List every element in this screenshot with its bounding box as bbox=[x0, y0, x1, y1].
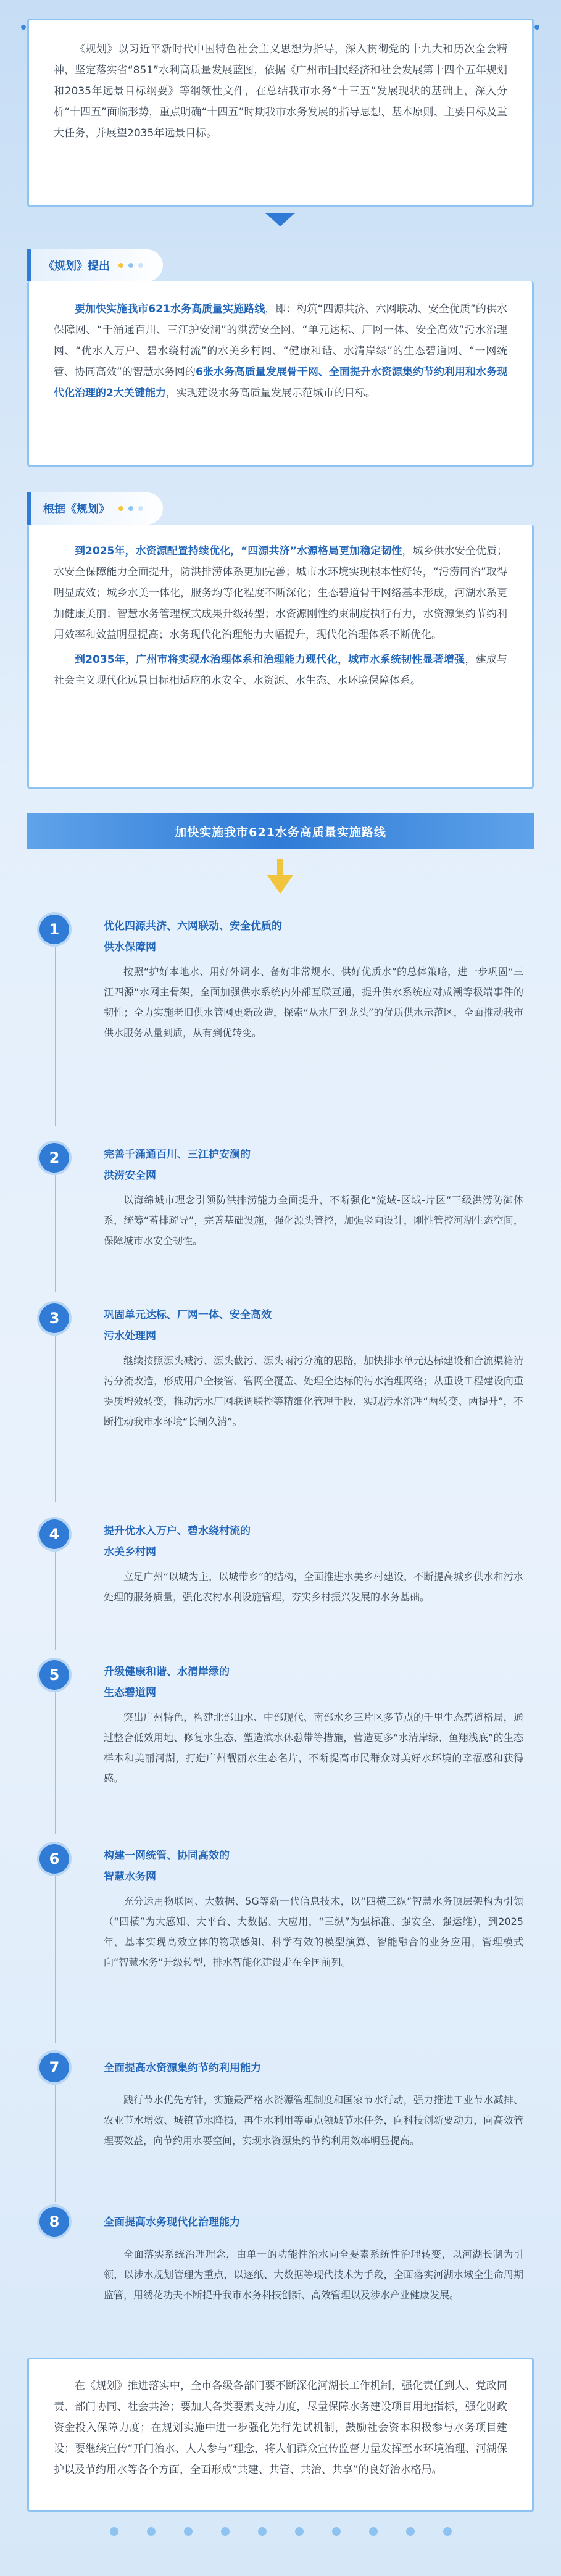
roadmap-banner: 加快实施我市621水务高质量实施路线 bbox=[27, 813, 534, 849]
section2-tab bbox=[27, 492, 163, 525]
item-title-line-1: 优化四源共济、六网联动、安全优质的 bbox=[104, 920, 282, 933]
footer-dots-icon bbox=[0, 2527, 561, 2536]
item-number-badge: 8 bbox=[39, 2207, 69, 2237]
corner-dot-left bbox=[21, 25, 26, 30]
section2-tab-label: 根据《规划》 bbox=[43, 503, 110, 516]
roadmap-item-1 bbox=[27, 915, 534, 1137]
timeline-line bbox=[55, 2085, 56, 2202]
roadmap-item-8 bbox=[27, 2207, 534, 2343]
section1-text bbox=[54, 299, 507, 404]
timeline-line bbox=[55, 1692, 56, 1834]
item-title-line-1: 巩固单元达标、厂网一体、安全高效 bbox=[104, 1309, 272, 1321]
item-title-line-2: 水美乡村网 bbox=[104, 1546, 156, 1558]
item-body: 立足广州“以城为主，以城带乡”的结构，全面推进水美乡村建设，不断提高城乡供水和污水处理的服务质量，强化农村水利设施管理，夯实乡村振兴发展的水务基础。 bbox=[104, 1571, 523, 1603]
section1-tab bbox=[27, 249, 163, 281]
item-number-badge: 7 bbox=[39, 2053, 69, 2082]
timeline-line bbox=[55, 1336, 56, 1502]
section1-highlight-a: 要加快实施我市621水务高质量实施路线 bbox=[75, 303, 265, 315]
item-title-line-1: 提升优水入万户、碧水绕村流的 bbox=[104, 1525, 251, 1537]
p2-year: 到2035年， bbox=[75, 654, 136, 666]
section1-highlight-c: 6张水务高质量发展骨干网、全面提升水资源集约节约利用和水务现代化治理的2大关键能力 bbox=[54, 366, 508, 399]
item-number-badge: 4 bbox=[39, 1519, 69, 1549]
p1-year: 到2025年， bbox=[75, 545, 136, 557]
item-title-line-1: 全面提高水务现代化治理能力 bbox=[104, 2216, 240, 2229]
tab-dots-icon bbox=[118, 506, 143, 511]
roadmap-item-7 bbox=[27, 2053, 534, 2213]
item-body: 以海绵城市理念引领防洪排涝能力全面提升，不断强化“流域-区域-片区”三级洪涝防御体系，统筹“蓄排疏导”，完善基础设施，强化源头管控，加强竖向设计，刚性管控河湖生态空间，保障城市水安全韧性。 bbox=[104, 1194, 523, 1247]
item-title bbox=[104, 2058, 261, 2079]
p2-highlight: 广州市将实现水治理体系和治理能力现代化，城市水系统韧性显著增强 bbox=[136, 654, 465, 666]
roadmap-item-4 bbox=[27, 1519, 534, 1655]
roadmap-item-6 bbox=[27, 1844, 534, 2048]
item-number-badge: 5 bbox=[39, 1660, 69, 1690]
section2-paragraph-2 bbox=[54, 649, 507, 691]
item-title bbox=[104, 1521, 251, 1563]
roadmap-item-5 bbox=[27, 1660, 534, 1839]
section2-paragraph-1 bbox=[54, 541, 507, 646]
arrow-down-icon bbox=[265, 213, 295, 226]
item-title-line-1: 构建一网统管、协同高效的 bbox=[104, 1850, 230, 1862]
timeline-line bbox=[55, 947, 56, 1126]
closing-text: 在《规划》推进落实中，全市各级各部门要不断深化河湖长工作机制，强化责任到人、党政同责、部门协同、社会共治；要加大各类要素支持力度，尽量保障水务建设项目用地指标，强化财政资金投入保障力度；在规划实施中进一步强化先行先试机制，鼓励社会资本积极参与水务项目建设；要继续宣传“开门治水、人人参与”理念，将人们群众宣传监督力量发挥至水环境治理、河湖保护以及节约用水等各个方面，全面形成“共建、共管、共治、共享”的良好治水格局。 bbox=[54, 2380, 507, 2476]
item-number-badge: 1 bbox=[39, 915, 69, 944]
section1-tab-label: 《规划》提出 bbox=[43, 260, 110, 273]
item-number-badge: 3 bbox=[39, 1303, 69, 1333]
roadmap-item-3 bbox=[27, 1303, 534, 1513]
item-title bbox=[104, 1661, 230, 1703]
p1-body: ，城乡供水安全优质；水安全保障能力全面提升，防洪排涝体系更加完善；城市水环境实现根本性好转，“污涝同治”取得明显成效；城乡水美一体化，服务均等化程度不断深化；生态碧道骨干网络基本形成，河湖水系更加健康美丽；智慧水务管理模式成果升级转型；水资源刚性约束制度执行有力，水资源集约节约利用效率和效益明显提高；水务现代化治理能力大幅提升，现代化治理体系不断优化。 bbox=[54, 545, 507, 641]
item-title bbox=[104, 1144, 251, 1186]
item-title bbox=[104, 916, 282, 958]
item-title-line-2: 生态碧道网 bbox=[104, 1687, 156, 1699]
item-body: 突出广州特色，构建北部山水、中部现代、南部水乡三片区多节点的千里生态碧道格局，通过整合低效用地、修复水生态、塑造滨水休憩带等措施，营造更多“水清岸绿、鱼翔浅底”的生态样本和美丽河湖，打造广州靓丽水生态名片，不断提高市民群众对美好水环境的幸福感和获得感。 bbox=[104, 1711, 523, 1784]
roadmap-item-2 bbox=[27, 1143, 534, 1297]
timeline-line bbox=[55, 1876, 56, 2043]
item-body: 全面落实系统治理理念，由单一的功能性治水向全要素系统性治理转变，以河湖长制为引领，以涉水规划管理为重点，以逐纸、大数据等现代技术为手段，全面落实河湖水域全生命周期监管，用绣花功夫不断提升我市水务科技创新、高效管理以及涉水产业健康发展。 bbox=[104, 2248, 523, 2301]
p1-highlight: 水资源配置持续优化，“四源共济”水源格局更加稳定韧性 bbox=[135, 545, 402, 557]
item-body: 按照“护好本地水、用好外调水、备好非常规水、供好优质水”的总体策略，进一步巩固“三江四源”水网主骨架，全面加强供水系统内外部互联互通，提升供水系统应对咸潮等极端事件的韧性；全力实施老旧供水管网更新改造，探索“从水厂到龙头”的优质供水示范区，全面推动我市供水服务从量到质，从有到优转变。 bbox=[104, 966, 523, 1039]
p2-body: ，建成与社会主义现代化远景目标相适应的水安全、水资源、水生态、水环境保障体系。 bbox=[54, 654, 507, 687]
item-title-line-1: 升级健康和谐、水清岸绿的 bbox=[104, 1666, 230, 1678]
timeline-line bbox=[55, 1175, 56, 1292]
item-title-line-2: 洪涝安全网 bbox=[104, 1170, 156, 1182]
item-body: 继续按照源头减污、源头截污、源头雨污分流的思路，加快排水单元达标建设和合流渠箱清污分流改造，形成用户全接管、管网全覆盖、处理全达标的污水治理网络；从重设工程建设向重提质增效转变，推动污水厂网联调联控等精细化管理手段，实现污水治理“两转变、两提升”，不断推动我市水环境“长制久清”。 bbox=[104, 1355, 523, 1427]
intro-card bbox=[27, 19, 534, 207]
item-title bbox=[104, 2212, 240, 2233]
section2-card bbox=[27, 525, 534, 789]
item-title bbox=[104, 1305, 272, 1347]
item-body: 充分运用物联网、大数据、5G等新一代信息技术，以“四横三纵”智慧水务顶层架构为引领（“四横”为大感知、大平台、大数据、大应用，“三纵”为强标准、强安全、强运维），到2025年，基本实现高效立体的物联感知、科学有效的模型演算、智能融合的业务应用，管理模式向“智慧水务”升级转型，排水智能化建设走在全国前列。 bbox=[104, 1895, 523, 1968]
item-title-line-1: 完善千涌通百川、三江护安澜的 bbox=[104, 1149, 251, 1161]
item-title-line-2: 污水处理网 bbox=[104, 1330, 156, 1342]
chevron-down-icon bbox=[265, 859, 296, 896]
item-number-badge: 2 bbox=[39, 1143, 69, 1173]
closing-card bbox=[27, 2358, 534, 2512]
intro-text: 《规划》以习近平新时代中国特色社会主义思想为指导，深入贯彻党的十九大和历次全会精神，坚定落实省“851”水利高质量发展蓝图，依据《广州市国民经济和社会发展第十四个五年规划和2035年远景目标纲要》等纲领性文件，在总结我市水务“十三五”发展现状的基础上，深入分析“十四五”面临形势，重点明确“十四五”时期我市水务发展的指导思想、基本原则、主要目标及重大任务，并展望2035年远景目标。 bbox=[54, 43, 507, 139]
section1-body-b: ，即：构筑“四源共济、六网联动、安全优质”的供水保障网、“千涌通百川、三江护安澜”的洪涝安全网、“单元达标、厂网一体、安全高效”污水治理网、“优水入万户、碧水绕村流”的水美乡村网、“健康和谐、水清岸绿”的生态碧道网、“一网统管、协同高效”的智慧水务网的 bbox=[54, 303, 507, 378]
item-title-line-2: 供水保障网 bbox=[104, 941, 156, 954]
corner-dot-right bbox=[534, 25, 539, 30]
item-number-badge: 6 bbox=[39, 1844, 69, 1874]
item-body: 践行节水优先方针，实施最严格水资源管理制度和国家节水行动，强力推进工业节水减排、农业节水增效、城镇节水降损，再生水利用等重点领域节水任务，向科技创新要动力，向高效管理要效益，向节约用水要空间，实现水资源集约节约利用效率明显提高。 bbox=[104, 2094, 523, 2146]
tab-dots-icon bbox=[118, 263, 143, 268]
item-title-line-1: 全面提高水资源集约节约利用能力 bbox=[104, 2062, 261, 2074]
section1-body-d: ，实现建设水务高质量发展示范城市的目标。 bbox=[165, 387, 376, 399]
section1-card bbox=[27, 281, 534, 467]
timeline-line bbox=[55, 1552, 56, 1650]
item-title bbox=[104, 1845, 230, 1887]
item-title-line-2: 智慧水务网 bbox=[104, 1871, 156, 1883]
